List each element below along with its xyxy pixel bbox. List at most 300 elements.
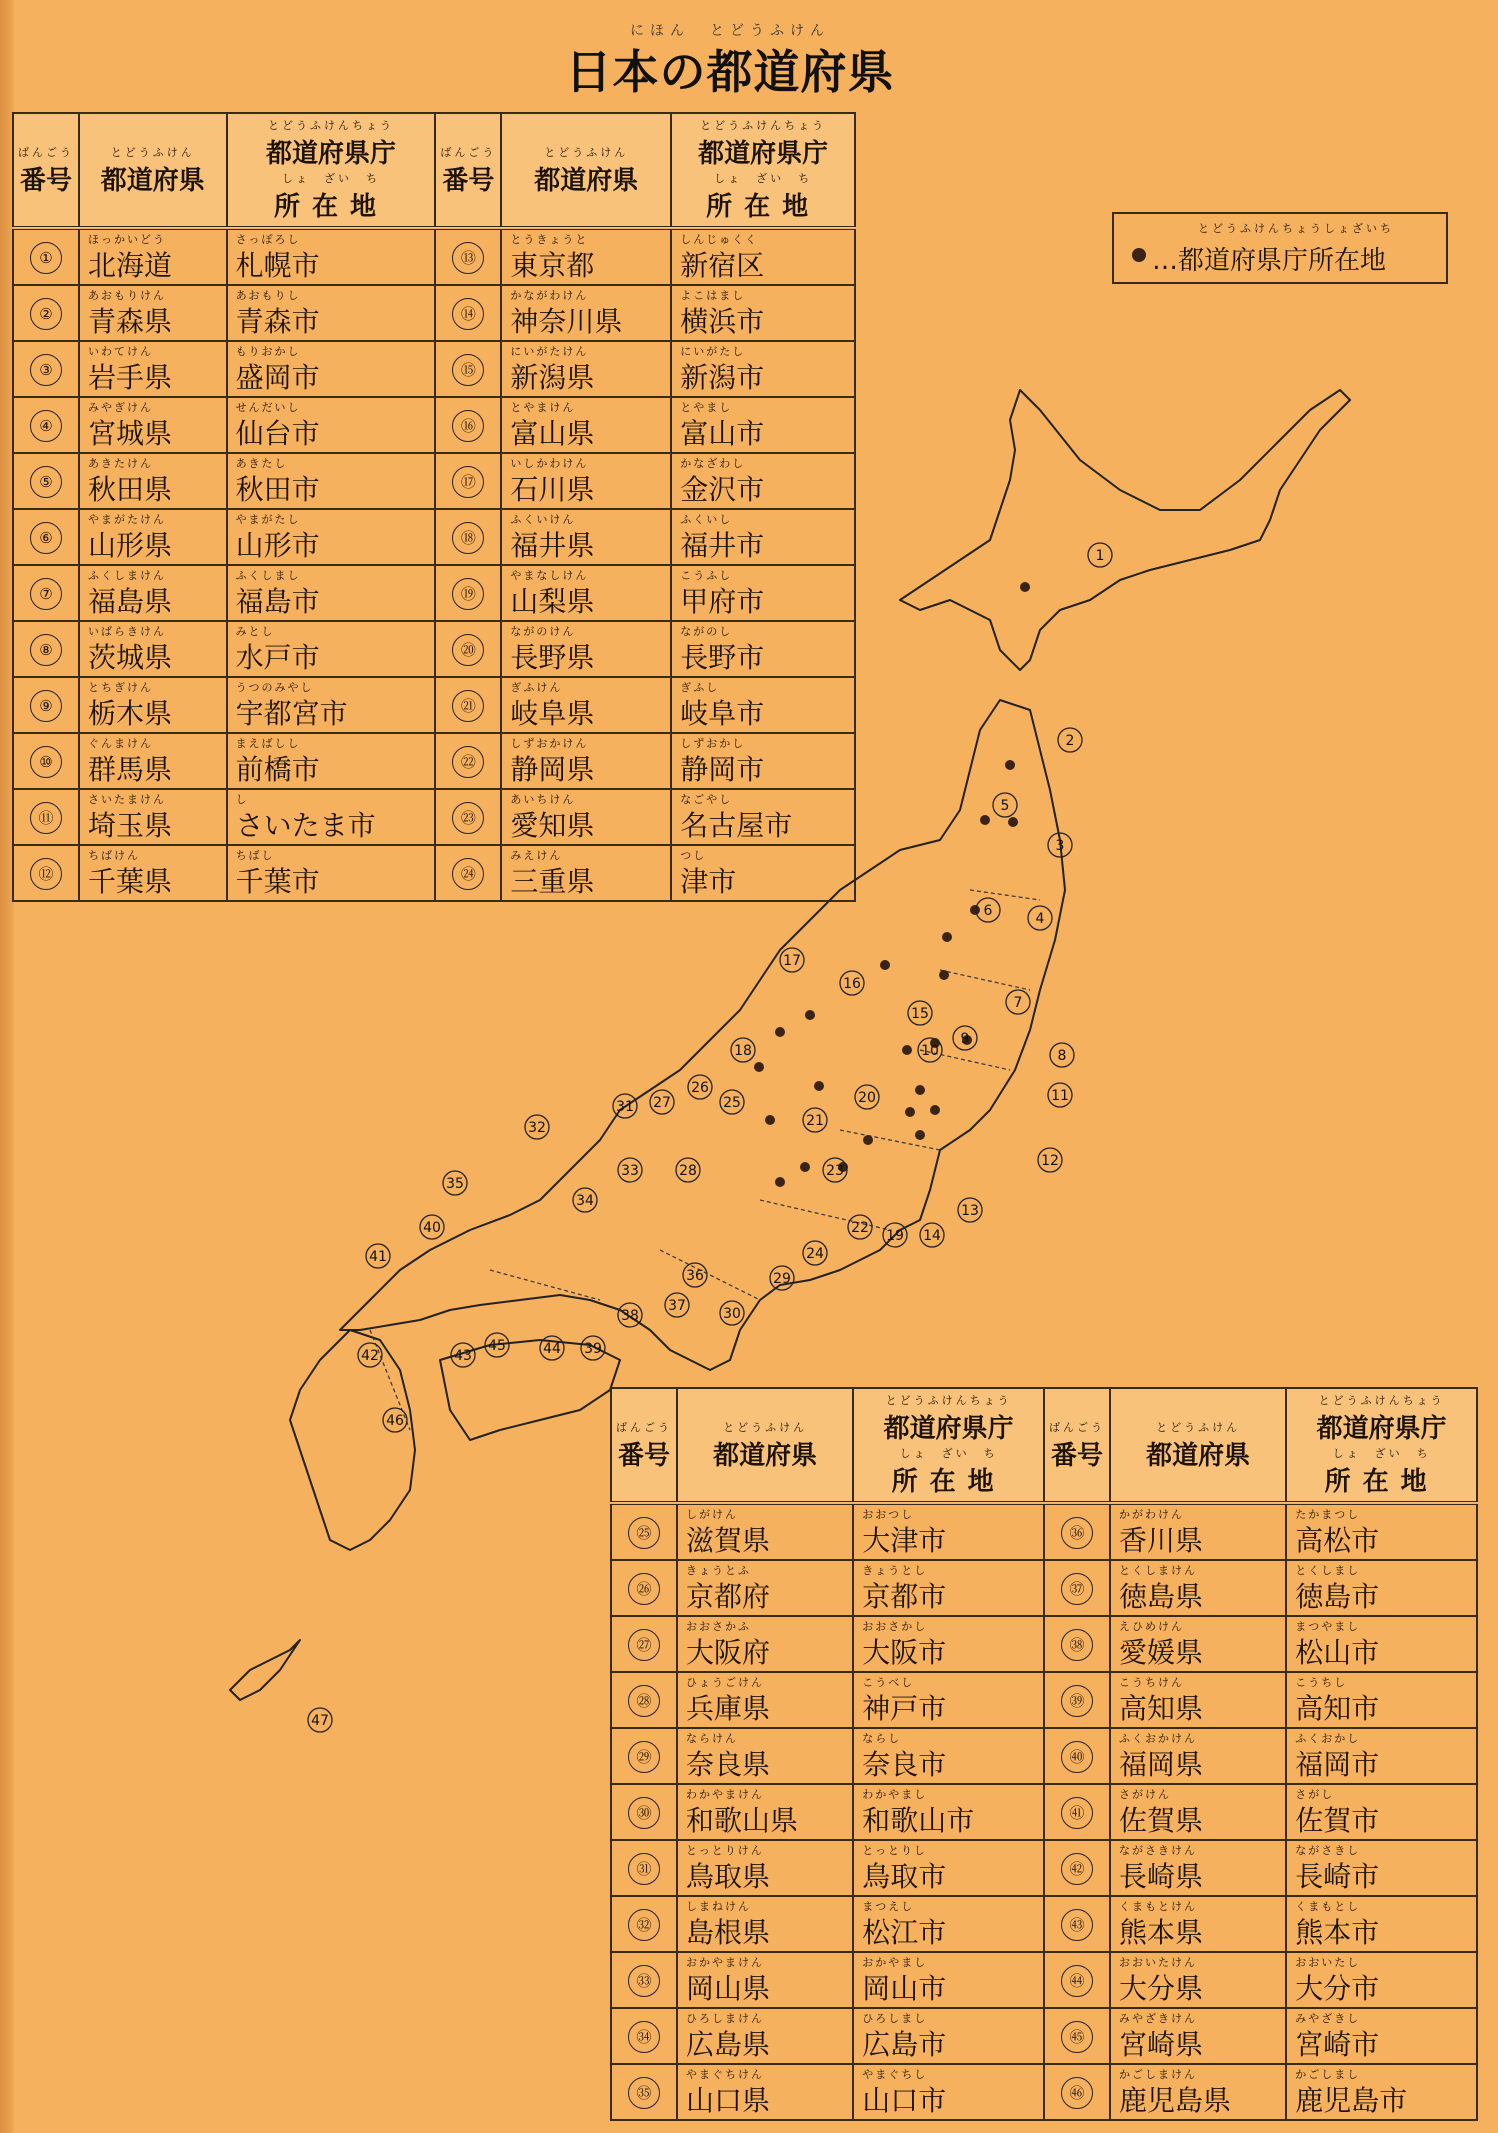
capital-cell [1286, 1952, 1477, 2008]
number-badge: ㉘ [628, 1685, 660, 1717]
capital-cell-ruby: しずおかし [680, 737, 746, 750]
map-label-32 [525, 1115, 549, 1139]
svg-text:28: 28 [679, 1163, 697, 1179]
capital-cell-text: 長崎市 [1295, 1860, 1380, 1893]
prefecture-cell-ruby: ながのけん [510, 625, 576, 638]
svg-text:46: 46 [386, 1413, 404, 1429]
prefecture-cell-ruby: ふくおかけん [1118, 1732, 1197, 1745]
number-cell [611, 1952, 677, 2008]
prefecture-cell-text: 和歌山県 [686, 1804, 799, 1837]
capital-cell-text: 奈良市 [862, 1748, 947, 1781]
header-ruby: ばんごう [616, 1420, 672, 1434]
svg-text:7: 7 [1013, 995, 1023, 1011]
prefecture-cell [1110, 1560, 1286, 1616]
table-row [611, 1560, 1477, 1616]
prefecture-cell-ruby: とうきょうと [510, 233, 589, 246]
prefecture-cell [1110, 1952, 1286, 2008]
number-cell [611, 1896, 677, 1952]
map-label-22 [848, 1215, 872, 1239]
svg-text:19: 19 [886, 1228, 904, 1244]
capital-cell-text: 大阪市 [862, 1636, 947, 1669]
map-label-18 [731, 1038, 755, 1062]
capital-cell-text: 盛岡市 [235, 361, 320, 394]
number-badge: ⑧ [30, 634, 62, 666]
prefecture-cell [1110, 2064, 1286, 2120]
prefecture-cell-text: 山梨県 [510, 585, 595, 618]
table-row [13, 285, 855, 341]
header-office [853, 1388, 1044, 1503]
number-cell [611, 1560, 677, 1616]
prefecture-cell [1110, 2008, 1286, 2064]
number-cell [611, 1728, 677, 1784]
map-label-7 [1006, 990, 1030, 1014]
header-ruby: しょ ざい ち [899, 1447, 998, 1460]
capital-cell-text: 松山市 [1295, 1636, 1380, 1669]
map-label-44 [540, 1336, 564, 1360]
number-badge: ㊺ [1061, 2021, 1093, 2053]
svg-text:8: 8 [1057, 1048, 1067, 1064]
capital-cell-ruby: ひろしまし [862, 2012, 928, 2025]
number-badge: ㉚ [628, 1797, 660, 1829]
svg-text:27: 27 [653, 1095, 671, 1111]
number-badge: ㉕ [628, 1517, 660, 1549]
number-badge: ㊶ [1061, 1797, 1093, 1829]
number-badge: ㉒ [452, 746, 484, 778]
capital-cell-text: 熊本市 [1295, 1916, 1380, 1949]
number-badge: ㉞ [628, 2021, 660, 2053]
capital-cell-text: 千葉市 [235, 865, 320, 898]
prefecture-cell-ruby: かごしまけん [1118, 2068, 1197, 2081]
svg-text:32: 32 [528, 1120, 546, 1136]
prefecture-cell [1110, 1896, 1286, 1952]
prefecture-cell-text: 香川県 [1118, 1524, 1203, 1557]
capital-cell [1286, 1503, 1477, 1560]
prefecture-cell-ruby: きょうとふ [686, 1564, 751, 1577]
capital-cell-text: 福岡市 [1295, 1748, 1380, 1781]
number-badge: ⑳ [452, 634, 484, 666]
prefecture-cell-ruby: くまもとけん [1118, 1900, 1197, 1913]
number-badge: ㉟ [628, 2077, 660, 2109]
prefecture-cell [1110, 1728, 1286, 1784]
number-badge: ⑭ [452, 298, 484, 330]
number-cell [611, 1840, 677, 1896]
capital-cell-text: 岐阜市 [680, 697, 765, 730]
svg-text:21: 21 [806, 1113, 824, 1129]
number-cell [1044, 2008, 1110, 2064]
prefecture-cell-ruby: ほっかいどう [88, 233, 166, 246]
capital-cell-text: 前橋市 [235, 753, 320, 786]
map-label-31 [613, 1094, 637, 1118]
prefecture-cell [1110, 1503, 1286, 1560]
number-cell [1044, 1503, 1110, 1560]
capital-cell-text: 神戸市 [862, 1692, 947, 1725]
number-badge: ㊴ [1061, 1685, 1093, 1717]
table-row [13, 228, 855, 285]
prefecture-cell-ruby: ぐんまけん [88, 737, 153, 750]
map-label-40 [420, 1215, 444, 1239]
svg-text:44: 44 [543, 1341, 561, 1357]
map-label-43 [451, 1343, 475, 1367]
svg-text:17: 17 [783, 953, 801, 969]
capital-cell-ruby: さがし [1295, 1788, 1335, 1801]
map-label-5 [993, 793, 1017, 817]
prefecture-cell-text: 岩手県 [88, 361, 173, 394]
map-label-8 [1050, 1043, 1074, 1067]
capital-cell-text: 宇都宮市 [235, 697, 348, 730]
prefecture-cell-text: 山形県 [88, 529, 173, 562]
header-label: 番号 [442, 165, 495, 196]
capital-cell-text: 鳥取市 [862, 1860, 947, 1893]
svg-text:25: 25 [723, 1095, 741, 1111]
number-badge: ⑰ [452, 466, 484, 498]
number-badge: ㉙ [628, 1741, 660, 1773]
number-badge: ㉗ [628, 1629, 660, 1661]
capital-cell [1286, 2064, 1477, 2120]
svg-text:9: 9 [960, 1031, 970, 1047]
prefecture-cell-ruby: やまなしけん [510, 569, 589, 582]
prefecture-cell [677, 1784, 853, 1840]
prefecture-cell-text: 福井県 [510, 529, 595, 562]
svg-text:36: 36 [686, 1268, 704, 1284]
prefecture-cell-text: 島根県 [686, 1916, 771, 1949]
header-office [1286, 1388, 1477, 1503]
capital-cell-text: 岡山市 [862, 1972, 947, 2005]
capital-cell [1286, 1784, 1477, 1840]
capital-cell-text: 高松市 [1295, 1524, 1380, 1557]
number-cell [13, 285, 79, 341]
svg-text:4: 4 [1035, 911, 1045, 927]
svg-text:31: 31 [616, 1099, 634, 1115]
header-label: 都道府県庁 [883, 1414, 1014, 1444]
number-cell [1044, 2064, 1110, 2120]
svg-text:43: 43 [454, 1348, 472, 1364]
header-pref [677, 1388, 853, 1503]
prefecture-cell-text: 福岡県 [1118, 1748, 1203, 1781]
capital-cell-text: 高知市 [1295, 1692, 1380, 1725]
map-label-19 [883, 1223, 907, 1247]
prefecture-cell [677, 1560, 853, 1616]
capital-cell-text: 仙台市 [235, 417, 320, 450]
capital-cell-ruby: つし [680, 849, 707, 862]
capital-cell [853, 1672, 1044, 1728]
capital-cell-ruby: ながさきし [1295, 1844, 1361, 1857]
table-row [611, 2008, 1477, 2064]
capital-cell [1286, 1728, 1477, 1784]
prefecture-cell-text: 千葉県 [88, 865, 173, 898]
map-label-38 [618, 1303, 642, 1327]
capital-cell-ruby: ぎふし [680, 681, 720, 694]
map-label-24 [803, 1241, 827, 1265]
prefecture-cell-ruby: いしかわけん [510, 457, 589, 470]
prefecture-cell-text: 青森県 [88, 305, 173, 338]
capital-cell-ruby: ふくしまし [235, 569, 301, 582]
number-cell [1044, 1784, 1110, 1840]
capital-cell [1286, 1896, 1477, 1952]
number-badge: ㊸ [1061, 1909, 1093, 1941]
number-cell [435, 285, 501, 341]
prefecture-cell-ruby: ならけん [686, 1732, 738, 1745]
prefecture-cell-ruby: かがわけん [1118, 1508, 1184, 1521]
capital-cell-text: 長野市 [680, 641, 765, 674]
prefecture-cell [1110, 1616, 1286, 1672]
capital-cell-ruby: おおつし [862, 1508, 915, 1521]
header-ruby: とどうふけん [544, 145, 629, 159]
prefecture-cell-text: 鳥取県 [686, 1860, 771, 1893]
number-badge: ④ [30, 410, 62, 442]
capital-cell-ruby: やまがたし [235, 513, 301, 526]
capital-cell [671, 228, 855, 285]
map-label-39 [581, 1336, 605, 1360]
capital-cell-ruby: かごしまし [1295, 2068, 1361, 2081]
svg-text:11: 11 [1051, 1088, 1069, 1104]
prefecture-cell-text: 兵庫県 [686, 1692, 771, 1725]
map-label-15 [908, 1001, 932, 1025]
prefecture-cell-text: 東京都 [510, 249, 595, 282]
capital-cell-ruby: まつえし [862, 1900, 915, 1913]
capital-cell-text: 名古屋市 [680, 809, 793, 842]
prefecture-cell-text: 三重県 [510, 865, 595, 898]
header-label: 都道府県 [1146, 1440, 1251, 1471]
prefecture-cell-ruby: ひろしまけん [686, 2012, 764, 2025]
table-row [611, 1503, 1477, 1560]
capital-cell [853, 1896, 1044, 1952]
capital-cell-ruby: とっとりし [862, 1844, 928, 1857]
header-ruby: しょ ざい ち [1332, 1447, 1431, 1460]
capital-cell [853, 1784, 1044, 1840]
prefecture-cell-text: 北海道 [88, 249, 173, 282]
prefecture-cell-text: 埼玉県 [88, 809, 173, 842]
header-ruby: とどうふけん [110, 145, 195, 159]
prefecture-cell [79, 285, 227, 341]
capital-cell-ruby: せんだいし [235, 401, 301, 414]
map-label-26 [688, 1075, 712, 1099]
number-badge: ⑩ [30, 746, 62, 778]
number-badge: ⑨ [30, 690, 62, 722]
number-badge: ⑯ [452, 410, 484, 442]
prefecture-cell-text: 福島県 [88, 585, 173, 618]
prefecture-cell-text: 奈良県 [686, 1748, 771, 1781]
header-num [611, 1388, 677, 1503]
number-badge: ㊳ [1061, 1629, 1093, 1661]
prefecture-cell-ruby: あきたけん [88, 457, 153, 470]
number-cell [13, 228, 79, 285]
capital-cell-text: 福島市 [235, 585, 320, 618]
svg-text:42: 42 [361, 1348, 379, 1364]
prefecture-cell-ruby: しずおかけん [510, 737, 589, 750]
map-label-21 [803, 1108, 827, 1132]
map-label-14 [920, 1223, 944, 1247]
header-sublabel: 所在地 [891, 1467, 1006, 1497]
number-badge: ⑤ [30, 466, 62, 498]
prefecture-cell [1110, 1672, 1286, 1728]
capital-cell [853, 1503, 1044, 1560]
header-ruby: ばんごう [18, 145, 74, 159]
prefecture-cell-ruby: いばらきけん [88, 625, 166, 638]
prefecture-cell-text: 山口県 [686, 2084, 771, 2117]
map-label-41 [366, 1244, 390, 1268]
prefecture-cell-ruby: とやまけん [510, 401, 576, 414]
prefecture-cell-ruby: とくしまけん [1118, 1564, 1197, 1577]
prefecture-cell-ruby: おおいたけん [1118, 1956, 1197, 1969]
capital-cell-ruby: たかまつし [1295, 1508, 1361, 1521]
prefecture-cell-text: 石川県 [510, 473, 595, 506]
capital-cell-text: 金沢市 [680, 473, 765, 506]
header-label: 都道府県庁 [1316, 1414, 1447, 1444]
number-badge: ㉜ [628, 1909, 660, 1941]
prefecture-cell-text: 愛媛県 [1118, 1636, 1203, 1669]
svg-text:45: 45 [488, 1338, 506, 1354]
capital-dot-icon [1132, 248, 1146, 262]
header-label: 都道府県 [713, 1440, 818, 1471]
map-label-27 [650, 1090, 674, 1114]
capital-cell [853, 1616, 1044, 1672]
capital-cell [227, 228, 436, 285]
map-label-29 [770, 1266, 794, 1290]
capital-cell [853, 1728, 1044, 1784]
svg-text:37: 37 [668, 1298, 686, 1314]
map-label-46 [383, 1408, 407, 1432]
prefecture-cell-text: 静岡県 [510, 753, 595, 786]
svg-text:26: 26 [691, 1080, 709, 1096]
prefecture-cell-ruby: こうちけん [1118, 1676, 1184, 1689]
capital-cell-text: 甲府市 [680, 585, 765, 618]
prefecture-cell-ruby: しまねけん [686, 1900, 751, 1913]
prefecture-cell-ruby: あおもりけん [88, 289, 166, 302]
prefecture-cell-text: 大阪府 [686, 1636, 771, 1669]
title-ruby: にほん とどうふけん [630, 23, 830, 39]
map-label-11 [1048, 1083, 1072, 1107]
header-num [1044, 1388, 1110, 1503]
capital-cell-ruby: わかやまし [862, 1788, 928, 1801]
map-label-30 [720, 1301, 744, 1325]
svg-text:16: 16 [843, 976, 861, 992]
capital-cell-ruby: よこはまし [680, 289, 746, 302]
prefecture-cell-ruby: ぎふけん [510, 681, 563, 694]
prefecture-cell-text: 滋賀県 [686, 1524, 771, 1557]
svg-text:24: 24 [806, 1246, 824, 1262]
number-badge: ② [30, 298, 62, 330]
capital-cell [1286, 1672, 1477, 1728]
capital-cell [853, 1560, 1044, 1616]
table-row [611, 2064, 1477, 2120]
number-badge: ⑮ [452, 354, 484, 386]
prefecture-cell-text: 愛知県 [510, 809, 595, 842]
number-badge: ⑬ [452, 242, 484, 274]
header-office [227, 113, 436, 228]
header-pref [501, 113, 671, 228]
number-cell [1044, 1952, 1110, 2008]
capital-cell-ruby: し [235, 793, 249, 806]
legend-ruby: とどうふけんちょうしょざいち [1198, 222, 1394, 235]
prefecture-cell-ruby: ふくいけん [510, 513, 576, 526]
capital-cell-ruby: うつのみやし [235, 681, 314, 694]
number-badge: ㉖ [628, 1573, 660, 1605]
number-cell [1044, 1616, 1110, 1672]
prefecture-cell-text: 神奈川県 [510, 305, 623, 338]
capital-cell-text: 大分市 [1295, 1972, 1380, 2005]
capital-cell-ruby: こうちし [1295, 1676, 1348, 1689]
svg-text:1: 1 [1095, 548, 1105, 564]
header-ruby: とどうふけん [1156, 1420, 1241, 1434]
map-label-4 [1028, 906, 1052, 930]
capital-cell-text: 新宿区 [680, 249, 765, 282]
svg-text:10: 10 [921, 1043, 939, 1059]
svg-text:33: 33 [621, 1163, 639, 1179]
prefecture-cell-ruby: おおさかふ [686, 1620, 751, 1633]
number-badge: ③ [30, 354, 62, 386]
prefecture-cell-text: 宮崎県 [1118, 2028, 1203, 2061]
prefecture-cell-text: 長崎県 [1118, 1860, 1203, 1893]
prefecture-cell-ruby: えひめけん [1118, 1620, 1184, 1633]
capital-cell-ruby: まつやまし [1295, 1620, 1361, 1633]
prefecture-cell-ruby: にいがたけん [510, 345, 589, 358]
capital-cell [853, 2008, 1044, 2064]
number-badge: ⑥ [30, 522, 62, 554]
number-cell [1044, 1560, 1110, 1616]
table-header [13, 113, 855, 228]
header-label: 番号 [617, 1440, 670, 1471]
capital-cell-text: 新潟市 [680, 361, 765, 394]
capital-cell-ruby: もりおかし [235, 345, 301, 358]
prefecture-cell-ruby: みやぎけん [88, 401, 153, 414]
number-badge: ⑦ [30, 578, 62, 610]
map-label-36 [683, 1263, 707, 1287]
map-label-2 [1058, 728, 1082, 752]
prefecture-cell [677, 1503, 853, 1560]
svg-text:38: 38 [621, 1308, 639, 1324]
number-badge: ⑱ [452, 522, 484, 554]
number-cell [435, 228, 501, 285]
number-cell [1044, 1672, 1110, 1728]
number-badge: ⑫ [30, 858, 62, 890]
capital-cell-ruby: にいがたし [680, 345, 746, 358]
number-cell [1044, 1728, 1110, 1784]
header-pref [79, 113, 227, 228]
map-label-42 [358, 1343, 382, 1367]
number-cell [611, 2008, 677, 2064]
table-row [611, 1616, 1477, 1672]
svg-text:39: 39 [584, 1341, 602, 1357]
number-cell [611, 1616, 677, 1672]
header-label: 番号 [1050, 1440, 1103, 1471]
number-badge: ㉝ [628, 1965, 660, 1997]
number-badge: ㊹ [1061, 1965, 1093, 1997]
prefecture-cell-text: 富山県 [510, 417, 595, 450]
header-label: 番号 [19, 165, 72, 196]
map-label-37 [665, 1293, 689, 1317]
prefecture-cell-ruby: ひょうごけん [686, 1676, 764, 1689]
prefecture-cell-ruby: わかやまけん [686, 1788, 764, 1801]
number-badge: ㊻ [1061, 2077, 1093, 2109]
capital-cell-ruby: ふくおかし [1295, 1732, 1361, 1745]
prefecture-cell [1110, 1784, 1286, 1840]
capital-cell [1286, 1840, 1477, 1896]
capital-cell-ruby: おかやまし [862, 1956, 928, 1969]
capital-cell-text: 静岡市 [680, 753, 765, 786]
number-badge: ㉓ [452, 802, 484, 834]
map-label-9 [953, 1026, 977, 1050]
capital-cell-text: 山形市 [235, 529, 320, 562]
header-pref [1110, 1388, 1286, 1503]
legend-text: …都道府県庁所在地 [1152, 246, 1387, 276]
capital-cell [227, 285, 436, 341]
prefecture-cell-ruby: ながさきけん [1118, 1844, 1197, 1857]
capital-cell-text: 富山市 [680, 417, 765, 450]
capital-cell-text: 徳島市 [1295, 1580, 1380, 1613]
prefecture-cell-ruby: ふくしまけん [88, 569, 166, 582]
capital-cell-text: 津市 [680, 865, 737, 898]
number-badge: ⑲ [452, 578, 484, 610]
